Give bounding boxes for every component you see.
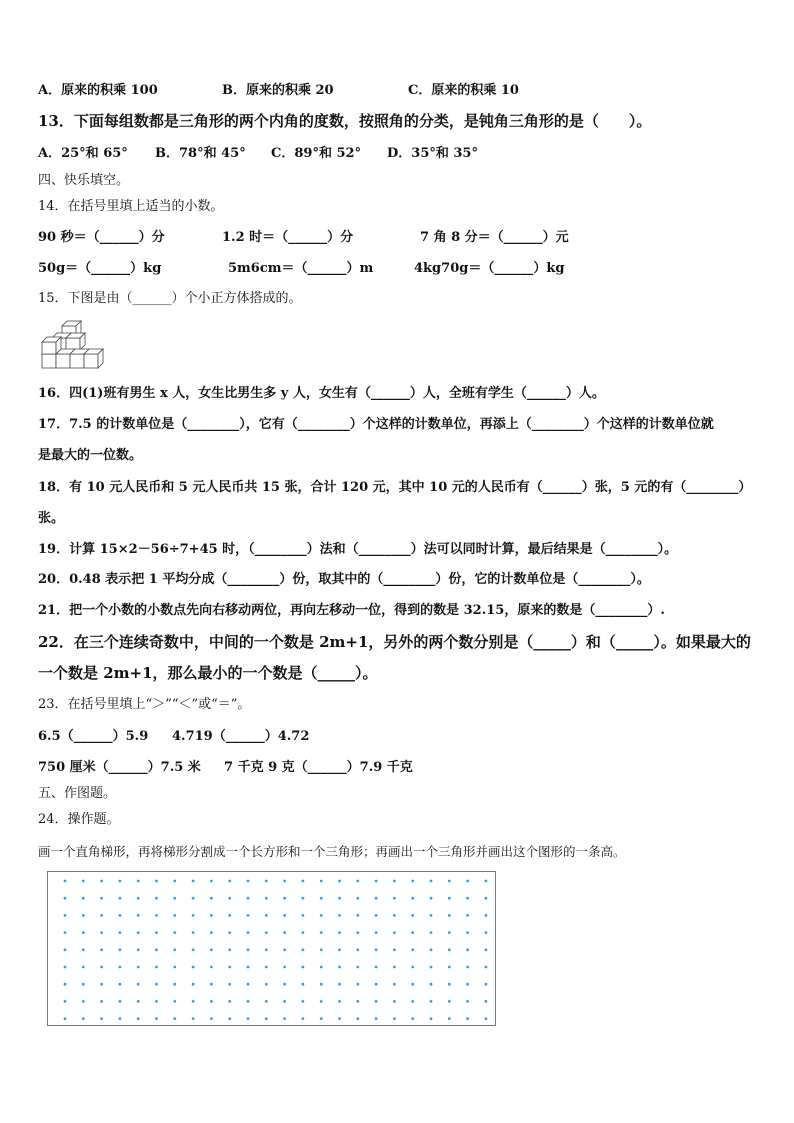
- grid-dot: [137, 948, 140, 951]
- grid-dot: [247, 914, 250, 917]
- q13-option-a: A．25°和 65°: [38, 146, 128, 161]
- q18-question-line1: 18．有 10 元人民币和 5 元人民币共 15 张，合计 120 元，其中 10 元的人民币有（______）张，5 元的有（________）: [38, 480, 752, 495]
- q22-question-line1: 22．在三个连续奇数中，中间的一个数是 2m+1，另外的两个数分别是（_____）和（_____）。如果最大的: [38, 633, 751, 651]
- grid-dot: [64, 1000, 67, 1003]
- grid-dot: [247, 983, 250, 986]
- grid-dot: [430, 1017, 433, 1020]
- grid-dot: [430, 948, 433, 951]
- q23-question: 23．在括号里填上“＞”“＜”或“＝”。: [38, 697, 251, 712]
- grid-dot: [375, 948, 378, 951]
- dot-grid-area[interactable]: [47, 871, 496, 1026]
- grid-dot: [302, 914, 305, 917]
- grid-dot: [320, 1000, 323, 1003]
- grid-dot: [283, 897, 286, 900]
- grid-dot: [173, 880, 176, 883]
- grid-dot: [393, 1017, 396, 1020]
- grid-dot: [119, 966, 122, 969]
- grid-dot: [302, 1017, 305, 1020]
- grid-dot: [173, 914, 176, 917]
- grid-dot: [247, 948, 250, 951]
- grid-dot: [393, 948, 396, 951]
- grid-dot: [485, 914, 488, 917]
- grid-dot: [82, 914, 85, 917]
- grid-dot: [320, 897, 323, 900]
- grid-dot: [283, 983, 286, 986]
- grid-dot: [411, 1000, 414, 1003]
- grid-dot: [430, 966, 433, 969]
- grid-dot: [283, 931, 286, 934]
- grid-dot: [247, 897, 250, 900]
- grid-dot: [247, 931, 250, 934]
- grid-dot: [82, 931, 85, 934]
- grid-dot: [430, 983, 433, 986]
- grid-dot: [448, 880, 451, 883]
- grid-dot: [210, 914, 213, 917]
- grid-dot: [338, 966, 341, 969]
- grid-dot: [173, 931, 176, 934]
- grid-dot: [411, 897, 414, 900]
- grid-dot: [173, 966, 176, 969]
- grid-dot: [247, 966, 250, 969]
- grid-dot: [64, 966, 67, 969]
- grid-dot: [283, 966, 286, 969]
- grid-dot: [338, 914, 341, 917]
- q18-question-line2: 张。: [38, 511, 65, 526]
- grid-dot: [210, 931, 213, 934]
- grid-dot: [466, 983, 469, 986]
- grid-dot: [119, 931, 122, 934]
- grid-dot: [228, 948, 231, 951]
- grid-dot: [64, 931, 67, 934]
- grid-dot: [100, 1017, 103, 1020]
- grid-dot: [228, 897, 231, 900]
- dot-grid: [48, 872, 495, 1025]
- grid-dot: [466, 966, 469, 969]
- q12-option-b: B．原来的积乘 20: [222, 83, 334, 98]
- grid-dot: [375, 966, 378, 969]
- grid-dot: [82, 1017, 85, 1020]
- grid-dot: [393, 914, 396, 917]
- grid-dot: [448, 897, 451, 900]
- grid-dot: [356, 1000, 359, 1003]
- grid-dot: [64, 948, 67, 951]
- grid-dot: [192, 1000, 195, 1003]
- cube-stack-figure: [40, 318, 110, 374]
- grid-dot: [64, 914, 67, 917]
- section-4-heading: 四、快乐填空。: [38, 173, 130, 188]
- grid-dot: [64, 897, 67, 900]
- grid-dot: [173, 897, 176, 900]
- grid-dot: [265, 931, 268, 934]
- grid-dot: [448, 948, 451, 951]
- grid-dot: [137, 983, 140, 986]
- grid-dot: [302, 1000, 305, 1003]
- grid-dot: [320, 880, 323, 883]
- grid-dot: [485, 966, 488, 969]
- grid-dot: [283, 948, 286, 951]
- q12-option-c: C．原来的积乘 10: [408, 83, 519, 98]
- grid-dot: [192, 880, 195, 883]
- q14-item-6: 4kg70g＝（______）kg: [414, 261, 565, 276]
- grid-dot: [393, 897, 396, 900]
- q17-question-line2: 是最大的一位数。: [38, 448, 143, 463]
- grid-dot: [320, 983, 323, 986]
- grid-dot: [265, 1017, 268, 1020]
- grid-dot: [411, 1017, 414, 1020]
- grid-dot: [338, 897, 341, 900]
- grid-dot: [320, 931, 323, 934]
- grid-dot: [448, 983, 451, 986]
- grid-dot: [82, 948, 85, 951]
- grid-dot: [393, 983, 396, 986]
- grid-dot: [466, 880, 469, 883]
- grid-dot: [119, 1017, 122, 1020]
- q13-option-b: B．78°和 45°: [155, 146, 246, 161]
- grid-dot: [393, 931, 396, 934]
- grid-dot: [375, 914, 378, 917]
- grid-dot: [247, 1000, 250, 1003]
- grid-dot: [283, 1000, 286, 1003]
- grid-dot: [100, 966, 103, 969]
- q19-question: 19．计算 15×2－56÷7+45 时，（________）法和（________）法可以同时计算，最后结果是（________）。: [38, 542, 678, 557]
- grid-dot: [100, 948, 103, 951]
- grid-dot: [192, 897, 195, 900]
- grid-dot: [82, 880, 85, 883]
- grid-dot: [155, 914, 158, 917]
- grid-dot: [64, 880, 67, 883]
- grid-dot: [265, 897, 268, 900]
- q14-item-2: 1.2 时＝（______）分: [222, 230, 354, 245]
- grid-dot: [210, 897, 213, 900]
- grid-dot: [155, 897, 158, 900]
- grid-dot: [265, 948, 268, 951]
- grid-dot: [411, 983, 414, 986]
- grid-dot: [430, 897, 433, 900]
- grid-dot: [485, 948, 488, 951]
- grid-dot: [137, 880, 140, 883]
- grid-dot: [228, 1000, 231, 1003]
- grid-dot: [320, 914, 323, 917]
- q23-item-1: 6.5（______）5.9: [38, 729, 149, 744]
- grid-dot: [192, 966, 195, 969]
- grid-dot: [173, 983, 176, 986]
- q14-item-4: 50g＝（______）kg: [38, 261, 162, 276]
- q13-option-d: D．35°和 35°: [387, 146, 478, 161]
- grid-dot: [137, 931, 140, 934]
- q22-question-line2: 一个数是 2m+1，那么最小的一个数是（_____）。: [38, 664, 378, 682]
- grid-dot: [192, 931, 195, 934]
- grid-dot: [210, 983, 213, 986]
- grid-dot: [448, 1017, 451, 1020]
- grid-dot: [430, 1000, 433, 1003]
- grid-dot: [356, 966, 359, 969]
- grid-dot: [119, 897, 122, 900]
- grid-dot: [302, 966, 305, 969]
- grid-dot: [393, 966, 396, 969]
- grid-dot: [137, 966, 140, 969]
- grid-dot: [356, 880, 359, 883]
- grid-dot: [466, 1017, 469, 1020]
- grid-dot: [302, 880, 305, 883]
- grid-dot: [393, 1000, 396, 1003]
- grid-dot: [228, 966, 231, 969]
- grid-dot: [192, 1017, 195, 1020]
- section-5-heading: 五、作图题。: [38, 786, 117, 801]
- grid-dot: [64, 1017, 67, 1020]
- grid-dot: [375, 931, 378, 934]
- grid-dot: [192, 948, 195, 951]
- grid-dot: [119, 948, 122, 951]
- q24-instruction: 画一个直角梯形，再将梯形分割成一个长方形和一个三角形；再画出一个三角形并画出这个图形的一条高。: [38, 844, 626, 859]
- q14-item-3: 7 角 8 分＝（______）元: [420, 230, 569, 245]
- q23-item-4: 7 千克 9 克（______）7.9 千克: [224, 760, 413, 775]
- grid-dot: [82, 1000, 85, 1003]
- grid-dot: [283, 1017, 286, 1020]
- grid-dot: [375, 897, 378, 900]
- grid-dot: [64, 983, 67, 986]
- grid-dot: [338, 948, 341, 951]
- q23-item-3: 750 厘米（______）7.5 米: [38, 760, 201, 775]
- grid-dot: [320, 948, 323, 951]
- grid-dot: [338, 931, 341, 934]
- q13-option-c: C．89°和 52°: [271, 146, 362, 161]
- grid-dot: [356, 983, 359, 986]
- grid-dot: [485, 931, 488, 934]
- grid-dot: [411, 948, 414, 951]
- grid-dot: [137, 897, 140, 900]
- q20-question: 20．0.48 表示把 1 平均分成（________）份，取其中的（________）份，它的计数单位是（________）。: [38, 572, 650, 587]
- grid-dot: [485, 983, 488, 986]
- grid-dot: [448, 1000, 451, 1003]
- grid-dot: [82, 897, 85, 900]
- q23-item-2: 4.719（______）4.72: [172, 729, 310, 744]
- grid-dot: [137, 914, 140, 917]
- grid-dot: [265, 983, 268, 986]
- grid-dot: [338, 880, 341, 883]
- grid-dot: [228, 914, 231, 917]
- grid-dot: [356, 914, 359, 917]
- grid-dot: [466, 1000, 469, 1003]
- grid-dot: [210, 1000, 213, 1003]
- q14-item-1: 90 秒＝（______）分: [38, 230, 165, 245]
- grid-dot: [448, 966, 451, 969]
- grid-dot: [192, 914, 195, 917]
- grid-dot: [302, 948, 305, 951]
- grid-dot: [210, 966, 213, 969]
- grid-dot: [192, 983, 195, 986]
- grid-dot: [411, 931, 414, 934]
- grid-dot: [430, 931, 433, 934]
- grid-dot: [320, 966, 323, 969]
- grid-dot: [228, 880, 231, 883]
- grid-dot: [210, 880, 213, 883]
- grid-dot: [155, 931, 158, 934]
- grid-dot: [448, 914, 451, 917]
- grid-dot: [338, 983, 341, 986]
- grid-dot: [82, 966, 85, 969]
- grid-dot: [356, 1017, 359, 1020]
- grid-dot: [411, 914, 414, 917]
- grid-dot: [485, 897, 488, 900]
- grid-dot: [466, 897, 469, 900]
- grid-dot: [155, 966, 158, 969]
- grid-dot: [302, 897, 305, 900]
- grid-dot: [155, 880, 158, 883]
- grid-dot: [228, 931, 231, 934]
- q14-item-5: 5m6cm＝（______）m: [228, 261, 374, 276]
- grid-dot: [375, 1000, 378, 1003]
- grid-dot: [375, 983, 378, 986]
- grid-dot: [485, 1017, 488, 1020]
- grid-dot: [320, 1017, 323, 1020]
- grid-dot: [283, 914, 286, 917]
- grid-dot: [119, 914, 122, 917]
- grid-dot: [356, 897, 359, 900]
- q15-question: 15．下图是由（______）个小正方体搭成的。: [38, 291, 302, 306]
- grid-dot: [173, 948, 176, 951]
- grid-dot: [137, 1017, 140, 1020]
- grid-dot: [466, 948, 469, 951]
- grid-dot: [265, 1000, 268, 1003]
- grid-dot: [411, 880, 414, 883]
- grid-dot: [265, 914, 268, 917]
- grid-dot: [100, 931, 103, 934]
- grid-dot: [82, 983, 85, 986]
- grid-dot: [155, 1000, 158, 1003]
- q17-question-line1: 17．7.5 的计数单位是（________），它有（________）个这样的计数单位，再添上（________）个这样的计数单位就: [38, 417, 714, 432]
- grid-dot: [247, 1017, 250, 1020]
- grid-dot: [100, 897, 103, 900]
- grid-dot: [119, 880, 122, 883]
- grid-dot: [356, 948, 359, 951]
- grid-dot: [375, 1017, 378, 1020]
- grid-dot: [356, 931, 359, 934]
- grid-dot: [430, 914, 433, 917]
- grid-dot: [100, 880, 103, 883]
- grid-dot: [375, 880, 378, 883]
- grid-dot: [173, 1017, 176, 1020]
- grid-dot: [100, 983, 103, 986]
- grid-dot: [100, 1000, 103, 1003]
- grid-dot: [338, 1000, 341, 1003]
- q12-option-a: A．原来的积乘 100: [38, 83, 158, 98]
- q21-question: 21．把一个小数的小数点先向右移动两位，再向左移动一位，得到的数是 32.15，原来的数是（________）.: [38, 603, 665, 618]
- grid-dot: [302, 983, 305, 986]
- grid-dot: [466, 931, 469, 934]
- grid-dot: [265, 966, 268, 969]
- grid-dot: [283, 880, 286, 883]
- grid-dot: [485, 1000, 488, 1003]
- grid-dot: [228, 983, 231, 986]
- grid-dot: [155, 983, 158, 986]
- grid-dot: [448, 931, 451, 934]
- grid-dot: [430, 880, 433, 883]
- q13-question: 13．下面每组数都是三角形的两个内角的度数，按照角的分类，是钝角三角形的是（ ）。: [38, 112, 652, 130]
- grid-dot: [119, 983, 122, 986]
- grid-dot: [338, 1017, 341, 1020]
- grid-dot: [247, 880, 250, 883]
- grid-dot: [228, 1017, 231, 1020]
- q24-question: 24．操作题。: [38, 812, 120, 827]
- grid-dot: [302, 931, 305, 934]
- grid-dot: [210, 1017, 213, 1020]
- grid-dot: [119, 1000, 122, 1003]
- grid-dot: [137, 1000, 140, 1003]
- grid-dot: [411, 966, 414, 969]
- grid-dot: [210, 948, 213, 951]
- grid-dot: [155, 948, 158, 951]
- grid-dot: [173, 1000, 176, 1003]
- grid-dot: [100, 914, 103, 917]
- grid-dot: [155, 1017, 158, 1020]
- grid-dot: [466, 914, 469, 917]
- grid-dot: [265, 880, 268, 883]
- grid-dot: [393, 880, 396, 883]
- grid-dot: [485, 880, 488, 883]
- q16-question: 16．四(1)班有男生 x 人，女生比男生多 y 人，女生有（______）人，全班有学生（______）人。: [38, 386, 605, 401]
- q14-question: 14．在括号里填上适当的小数。: [38, 199, 224, 214]
